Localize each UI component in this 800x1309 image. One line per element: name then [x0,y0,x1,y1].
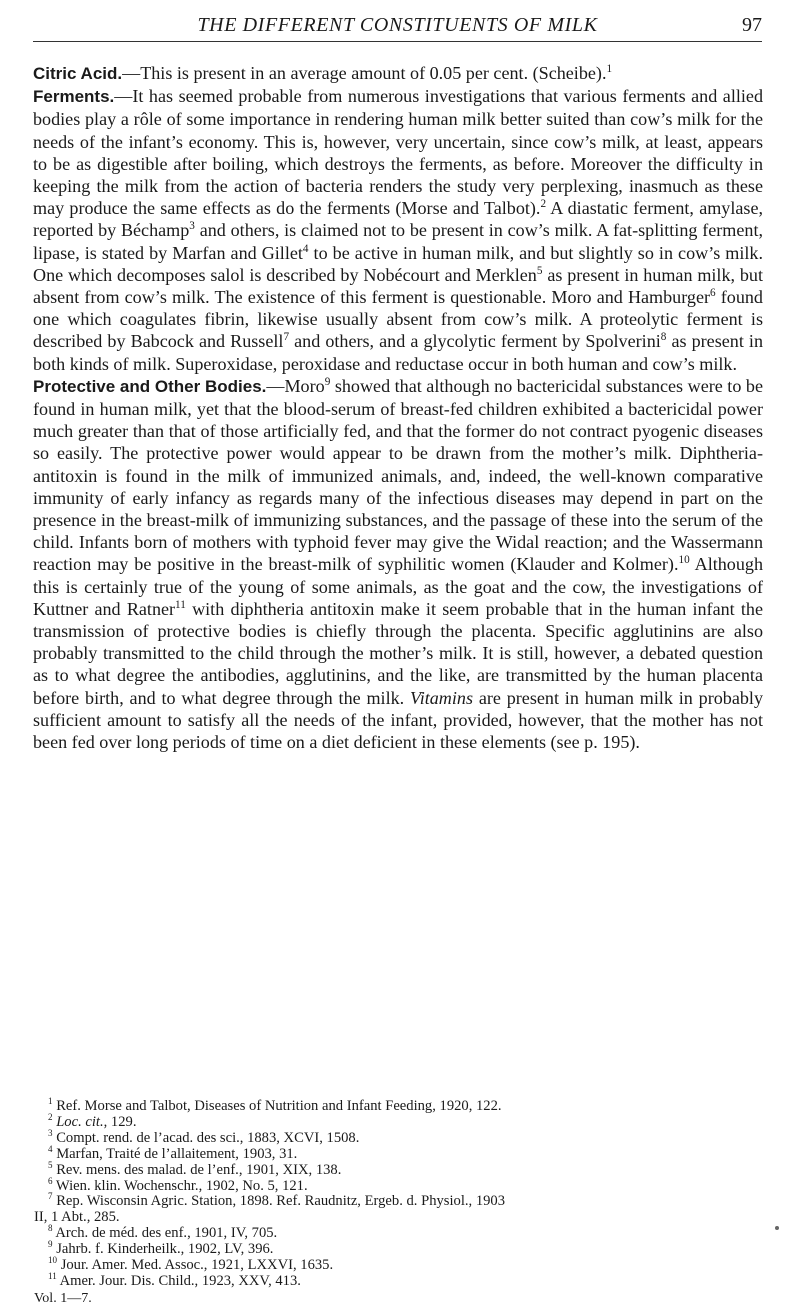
paragraph-text: are present in human milk in probably sufficient amount to satisfy all the needs of the infant, provided, however, that the mother has not been fed over long periods of time on a diet deficient in these elements (see p. 195). [33,687,763,753]
footnote-number: 7 [48,1191,53,1202]
footnote-ref: 10 [678,554,690,567]
footnote [48,1223,763,1242]
section-heading-protective-bodies: Protective and Other Bodies. [33,376,267,396]
paragraph-text: to be active in human milk, and but slightly so in cow’s milk. One which decomposes salol is described by Nobécourt and Merklen [33,242,763,285]
footnote-text: Wien. klin. Wochenschr., 1902, No. 5, 121. [55,1177,308,1194]
footnote-text: II, 1 Abt., 285. [34,1209,120,1226]
footnote-text: Marfan, Traité de l’allaitement, 1903, 31. [56,1145,298,1162]
footnote-text: Jour. Amer. Med. Assoc., 1921, LXXVI, 1635. [60,1257,334,1274]
footnote-ref: 11 [175,598,186,611]
paragraph-text: Although this is certainly true of the young of some animals, as the goat and the cow, the investigations of Kuttner and Ratner [33,554,763,619]
footnote [48,1191,763,1210]
footnote [48,1271,763,1290]
paragraph-text: —It has seemed probable from numerous investigations that various ferments and allied bodies play a rôle of some importance in rendering human milk better suited than cow’s milk for the needs of the infant’s economy. This is, however, very uncertain, since cow’s milk, at least, appears to be as digestible after boiling, which destroys the ferments, as before. Moreover the difficulty in keeping the milk from the action of bacteria renders the study very perplexing, inasmuch as these may produce the same effects as do the ferments (Morse and Talbot). [33,86,763,219]
footnote-number: 9 [48,1239,53,1250]
paragraph-protective-bodies [33,375,763,753]
paragraph-text: with diphtheria antitoxin make it seem probable that in the human infant the transmission of protective bodies is chiefly through the placenta. Specific agglutinins are also probably transmitted to the child through the mother’s milk. It is still, however, a debated question as to what degree the antibodies, agglutinins, and the like, are transmitted by the human placenta before birth, and to what degree through the milk. [33,598,764,708]
footnote-number: 11 [48,1271,57,1282]
footnote-ref: 6 [710,287,716,299]
paragraph-ferments [33,85,763,375]
header-rule [33,41,762,42]
paragraph-text: —Moro [266,375,325,396]
footnote-italic: Loc. cit. [56,1113,104,1130]
footnote-number: 4 [48,1143,53,1154]
footnote-ref: 4 [302,242,309,255]
body-text [33,62,763,753]
footnote [48,1159,763,1179]
vitamins-term: Vitamins [410,687,473,708]
page-number: 97 [742,14,762,36]
footnote [48,1112,763,1131]
footnote-ref: 9 [324,375,331,388]
footnote-ref: 2 [540,198,547,211]
footnote-ref: 5 [536,264,543,277]
footnote-ref: 7 [283,331,290,344]
section-heading-ferments: Ferments. [33,87,115,107]
footnote-number: 5 [48,1159,53,1170]
footnote-number: 3 [48,1127,53,1138]
footnote-text: Rev. mens. des malad. de l’enf., 1901, XIX, 138. [56,1161,342,1178]
paragraph-citric-acid [33,62,763,85]
paragraph-text: found one which coagulates fibrin, likewise usually absent from cow’s milk. A proteolytic ferment is described by Babcock and Russell [33,287,763,352]
footnote-text: Rep. Wisconsin Agric. Station, 1898. Ref. Raudnitz, Ergeb. d. Physiol., 1903 [56,1193,506,1210]
paragraph-text: and others, and a glycolytic ferment by Spolverini [289,331,661,352]
header-title: THE DIFFERENT CONSTITUENTS OF MILK [197,14,598,36]
footnote-number: 6 [48,1175,53,1186]
paragraph-text: and others, is claimed not to be present in cow’s milk. A fat-splitting ferment, lipase, is stated by Marfan and Gillet [33,220,763,263]
footnote-text: Compt. rend. de l’acad. des sci., 1883, XCVI, 1508. [56,1129,360,1146]
footnote [48,1096,763,1115]
footnote-number: 1 [48,1096,53,1107]
section-heading-citric-acid: Citric Acid. [33,64,123,83]
paragraph-text: as present in both kinds of milk. Superoxidase, peroxidase and reductase occur in both human and cow’s milk. [33,331,763,374]
footnotes [34,1096,763,1307]
footnote-ref: 3 [189,220,195,233]
footnote-text: Amer. Jour. Dis. Child., 1923, XXV, 413. [59,1272,301,1289]
footnote-text: Jahrb. f. Kinderheilk., 1902, LV, 396. [56,1241,274,1258]
running-head [33,2,762,42]
paragraph-text: A diastatic ferment, amylase, reported by Béchamp [33,198,763,241]
signature-mark: Vol. 1—7. [34,1290,92,1306]
footnote-number: 8 [48,1223,53,1234]
paragraph-text: showed that although no bactericidal substances were to be found in human milk, yet that the blood-serum of breast-fed children exhibited a bactericidal power much greater than that of those artificially fed, and that the former do not contract pyogenic diseases so easily. The protective power would appear to be drawn from the mother’s milk. Diphtheria-antitoxin is found in the milk of immunized animals, and, indeed, the well-known comparative immunity of early infancy as regards many of the infectious diseases may depend in part on the presence in the breast-milk of immunizing substances, and the passage of these into the serum of the child. Infants born of mothers with typhoid fever may give the Widal reaction; and the Wassermann reaction may be positive in the breast-milk of syphilitic women (Klauder and Kolmer). [33,375,763,575]
footnote [48,1127,763,1147]
footnote [48,1143,763,1163]
footnote-number: 2 [48,1112,53,1123]
footnote-text: Arch. de méd. des enf., 1901, IV, 705. [55,1225,278,1242]
footnote [48,1255,763,1274]
footnote-text: Ref. Morse and Talbot, Diseases of Nutrition and Infant Feeding, 1920, 122. [56,1098,502,1114]
paragraph-text: as present in human milk, but absent from cow’s milk. The existence of this ferment is questionable. Moro and Hamburger [33,264,763,308]
footnote-text: , 129. [103,1113,137,1130]
footnote-ref: 1 [606,62,613,75]
footnote-continuation [34,1210,763,1226]
print-speck [775,1226,779,1230]
footnote-number: 10 [48,1255,58,1266]
footnote-ref: 8 [660,331,667,344]
footnote [48,1239,763,1258]
paragraph-text: —This is present in an average amount of 0.05 per cent. (Scheibe). [122,63,607,83]
